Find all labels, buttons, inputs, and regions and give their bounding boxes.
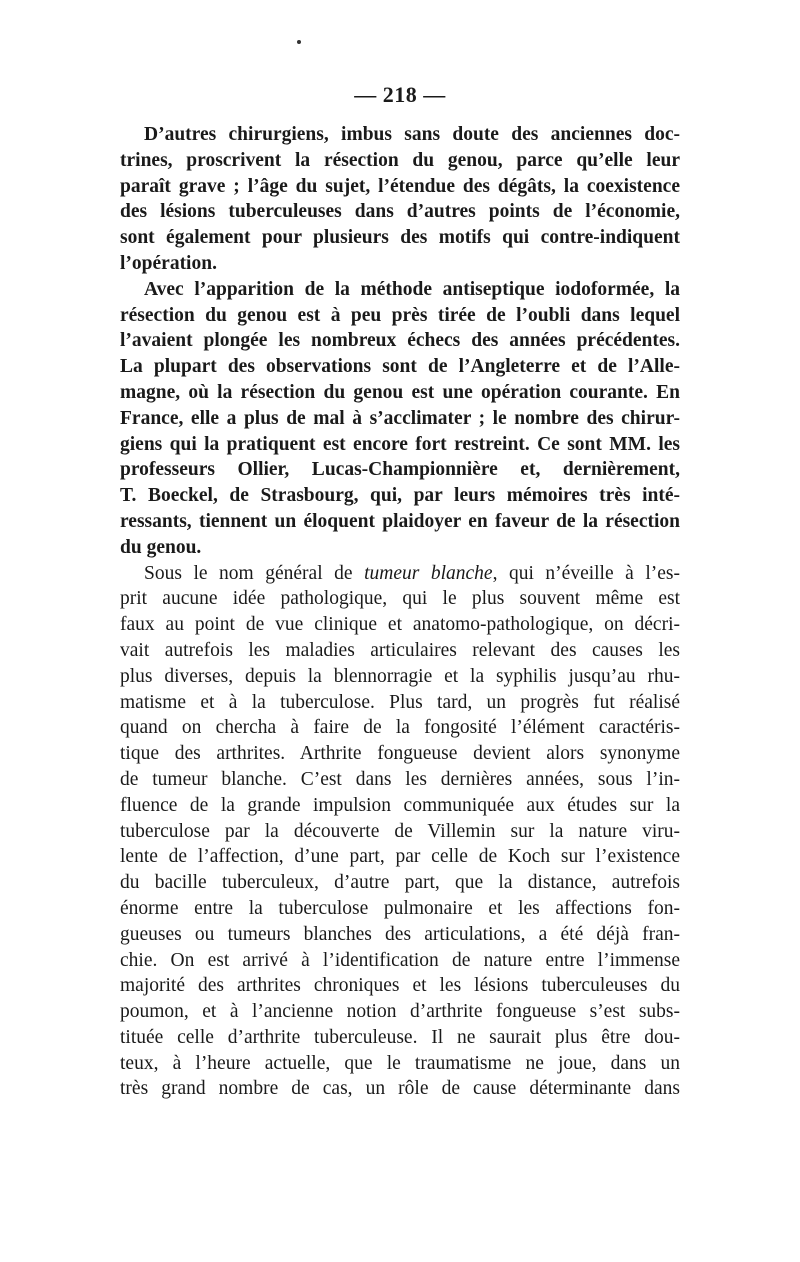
text-line: du genou. (120, 536, 202, 558)
text-segment: Sous le nom général de (144, 562, 365, 584)
text-line: tituée celle d’arthrite tuberculeuse. Il ne saurait plus être dou- (120, 1026, 680, 1048)
text-line: giens qui la pratiquent est encore fort restreint. Ce sont MM. les (120, 433, 680, 455)
text-line: tique des arthrites. Arthrite fongueuse devient alors synonyme (120, 743, 680, 765)
text-line: très grand nombre de cas, un rôle de cause déterminante dans (120, 1078, 680, 1100)
text-line: Avec l’apparition de la méthode antiseptique iodoformée, la (144, 278, 680, 300)
text-line: chie. On est arrivé à l’identification de nature entre l’immense (120, 949, 680, 971)
text-line: faux au point de vue clinique et anatomo-pathologique, on décri- (120, 614, 680, 636)
text-line: de tumeur blanche. C’est dans les dernières années, sous l’in- (120, 768, 680, 790)
text-line: T. Boeckel, de Strasbourg, qui, par leurs mémoires très inté- (120, 485, 680, 507)
text-line: majorité des arthrites chroniques et les lésions tuberculeuses du (120, 975, 680, 997)
text-line: professeurs Ollier, Lucas-Championnière et, dernièrement, (120, 459, 680, 481)
text-line: résection du genou est à peu près tirée de l’oubli dans lequel (120, 304, 680, 326)
text-line: magne, où la résection du genou est une opération courante. En (120, 381, 680, 403)
text-line: tuberculose par la découverte de Villemin sur la nature viru- (120, 820, 680, 842)
text-line: du bacille tuberculeux, d’autre part, que la distance, autrefois (120, 872, 680, 894)
body-text (120, 122, 680, 1102)
text-line: vait autrefois les maladies articulaires relevant des causes les (120, 639, 680, 661)
text-line: France, elle a plus de mal à s’acclimater ; le nombre des chirur- (120, 407, 680, 429)
text-line (120, 561, 680, 587)
page-number: — 218 — (354, 82, 446, 107)
text-line: lente de l’affection, d’une part, par celle de Koch sur l’existence (120, 846, 680, 868)
text-segment: , qui n’éveille à l’es- (492, 562, 680, 584)
print-speck (297, 40, 301, 44)
text-line: des lésions tuberculeuses dans d’autres points de l’économie, (120, 201, 680, 223)
text-line: ressants, tiennent un éloquent plaidoyer en faveur de la résection (120, 510, 680, 532)
text-line: paraît grave ; l’âge du sujet, l’étendue des dégâts, la coexistence (120, 175, 680, 197)
text-line: D’autres chirurgiens, imbus sans doute des anciennes doc- (144, 124, 680, 145)
text-line: sont également pour plusieurs des motifs qui contre-indiquent (120, 227, 680, 249)
text-line: énorme entre la tuberculose pulmonaire et les affections fon- (120, 897, 680, 919)
text-line: gueuses ou tumeurs blanches des articulations, a été déjà fran- (120, 923, 680, 945)
text-line: matisme et à la tuberculose. Plus tard, un progrès fut réalisé (120, 691, 680, 713)
text-line: prit aucune idée pathologique, qui le plus souvent même est (120, 588, 680, 610)
text-line: plus diverses, depuis la blennorragie et la syphilis jusqu’au rhu- (120, 665, 680, 687)
text-line: poumon, et à l’ancienne notion d’arthrite fongueuse s’est subs- (120, 1001, 680, 1023)
text-line: l’avaient plongée les nombreux échecs des années précédentes. (120, 330, 680, 352)
text-line: teux, à l’heure actuelle, que le traumatisme ne joue, dans un (120, 1052, 680, 1074)
text-line: l’opération. (120, 252, 217, 274)
text-line: La plupart des observations sont de l’Angleterre et de l’Alle- (120, 356, 680, 378)
text-line: fluence de la grande impulsion communiquée aux études sur la (120, 794, 680, 816)
text-line: quand on chercha à faire de la fongosité l’élément caractéris- (120, 717, 680, 739)
italic-term: tumeur blanche (364, 562, 493, 584)
text-line: trines, proscrivent la résection du genou, parce qu’elle leur (120, 149, 680, 171)
